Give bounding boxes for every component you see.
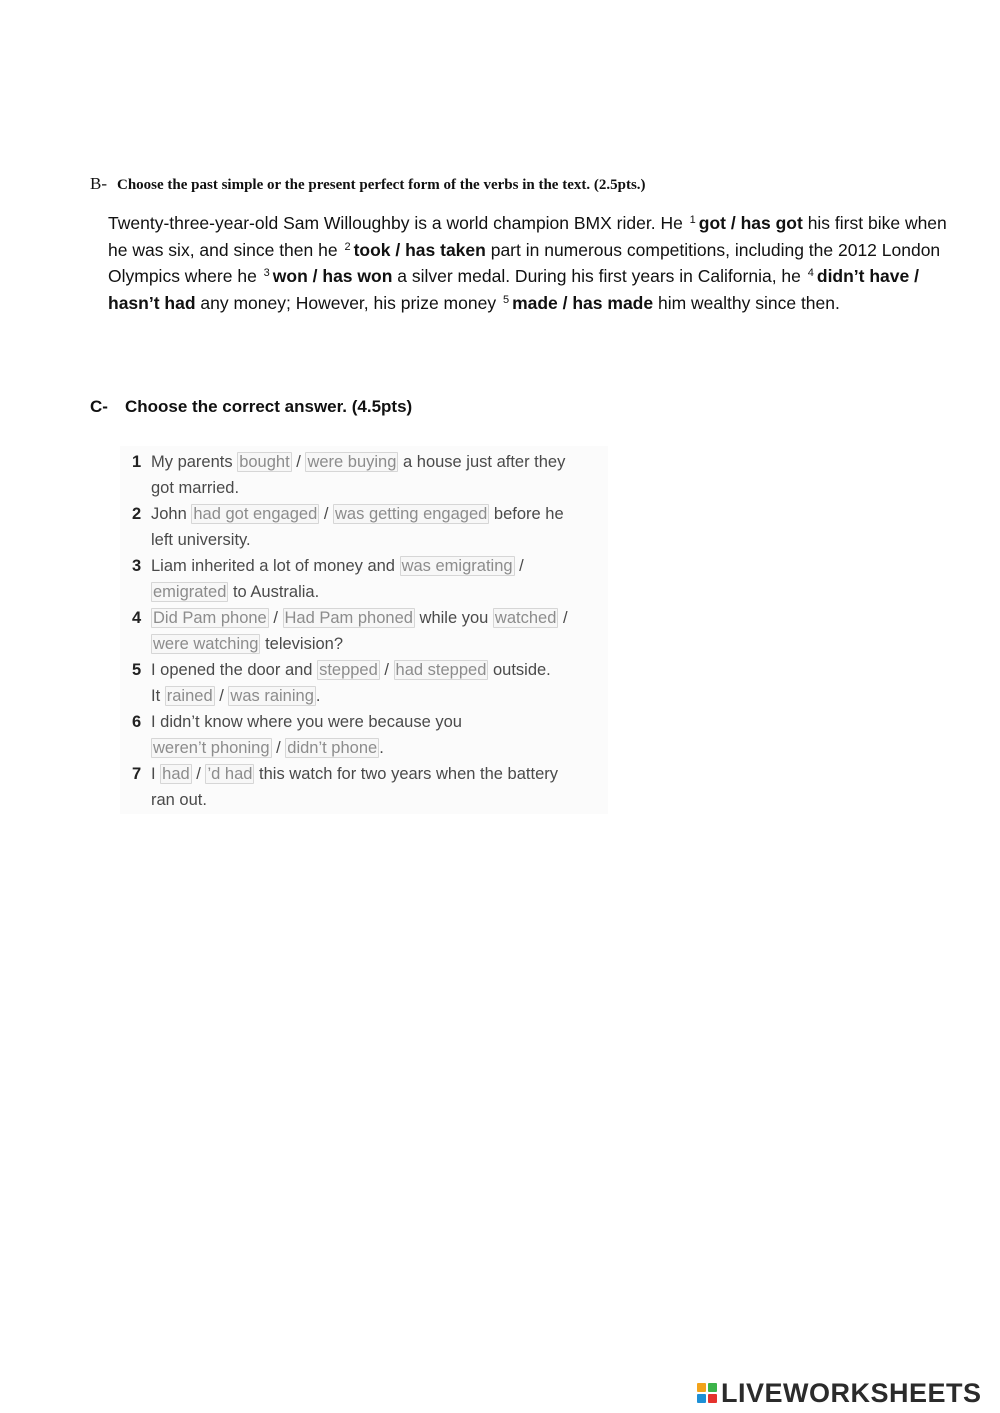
answer-option[interactable]: rained <box>166 687 213 705</box>
section-b-heading <box>90 174 646 194</box>
item-text-part: ran out. <box>151 791 207 809</box>
passage-text: a silver medal. During his first years in California, he <box>392 266 806 286</box>
item-text-part: My parents <box>151 453 238 471</box>
answer-option[interactable]: had got engaged <box>193 505 318 523</box>
answer-option[interactable]: didn’t phone <box>287 739 378 757</box>
item-text-part: . <box>379 739 384 757</box>
item-text-part: this watch for two years when the battery <box>254 765 558 783</box>
item-line <box>151 787 611 813</box>
logo-square <box>708 1394 717 1403</box>
answer-option[interactable]: had <box>162 765 190 783</box>
item-text-part: / <box>268 609 283 627</box>
passage-text: any money; However, his prize money <box>195 292 501 313</box>
item-line <box>151 605 611 631</box>
answer-option[interactable]: ’d had <box>207 765 253 783</box>
logo-square <box>697 1394 706 1403</box>
logo-square <box>697 1383 706 1392</box>
item-line <box>151 657 611 683</box>
section-c-instruction: Choose the correct answer. (4.5pts) <box>125 397 413 416</box>
item-text-part: I opened the door and <box>151 661 318 679</box>
answer-option[interactable]: bought <box>239 453 290 471</box>
answer-option[interactable]: were buying <box>307 453 397 471</box>
item-text-part: got married. <box>151 479 240 497</box>
item-text <box>151 449 611 501</box>
gap-number: 2 <box>344 240 351 253</box>
item-number: 6 <box>132 713 142 731</box>
item-text <box>151 501 611 553</box>
verb-choice[interactable]: made / has made <box>512 292 654 313</box>
answer-option[interactable]: was raining <box>230 687 314 705</box>
item-text-part: It <box>151 687 165 705</box>
item-number: 3 <box>132 557 142 575</box>
item-line <box>151 527 611 553</box>
section-b-passage <box>108 210 948 316</box>
liveworksheets-logo-icon <box>697 1383 717 1403</box>
item-line <box>151 735 611 761</box>
gap-number: 5 <box>502 293 510 306</box>
item-line <box>151 579 611 605</box>
item-text-part: / <box>558 609 568 627</box>
item-text <box>151 605 611 657</box>
item-text-part: television? <box>260 635 344 653</box>
gap-number: 4 <box>807 267 814 279</box>
item-text-part: I <box>151 765 161 783</box>
item-text-part: to Australia. <box>228 583 320 601</box>
answer-option[interactable]: was emigrating <box>401 557 513 575</box>
section-b-letter: B- <box>90 174 107 193</box>
item-text-part: / <box>291 453 306 471</box>
passage-text: part in numerous competitions, including the 2012 London Olympics where he <box>108 239 941 286</box>
item-number: 1 <box>132 453 142 471</box>
item-line <box>151 501 611 527</box>
answer-option[interactable]: watched <box>494 609 557 627</box>
item-text-part: before he <box>489 505 564 523</box>
answer-option[interactable]: stepped <box>319 661 378 679</box>
item-text-part: left university. <box>151 531 251 549</box>
item-text-part: . <box>315 687 321 705</box>
answer-option[interactable]: weren’t phoning <box>153 739 270 757</box>
item-number: 2 <box>132 505 142 523</box>
item-text-part: / <box>271 739 286 757</box>
gap-number: 1 <box>689 214 696 226</box>
item-text-part: I didn’t know where you were because you <box>151 713 462 731</box>
item-text-part: / <box>379 661 394 679</box>
verb-choice[interactable]: didn’t have / hasn’t had <box>108 266 919 313</box>
item-line <box>151 761 611 787</box>
item-number: 7 <box>132 765 142 783</box>
section-b-instruction: Choose the past simple or the present perfect form of the verbs in the text. (2.5pts.) <box>117 177 646 193</box>
verb-choice[interactable]: won / has won <box>272 266 393 286</box>
answer-option[interactable]: emigrated <box>153 583 227 601</box>
answer-option[interactable]: were watching <box>153 635 259 653</box>
liveworksheets-brand[interactable] <box>697 1378 982 1408</box>
item-text <box>151 761 611 813</box>
item-line <box>151 631 611 657</box>
item-line <box>151 683 611 709</box>
item-line <box>151 709 611 735</box>
gap-number: 3 <box>263 267 270 279</box>
exercise-image <box>120 446 608 814</box>
item-text-part: while you <box>414 609 493 627</box>
answer-option[interactable]: Did Pam phone <box>153 609 267 627</box>
section-c-letter: C- <box>90 397 108 416</box>
item-text-part: / <box>514 557 524 575</box>
item-number: 5 <box>132 661 142 679</box>
item-text-part: outside. <box>488 661 551 679</box>
item-line <box>151 553 611 579</box>
verb-choice[interactable]: took / has taken <box>353 239 486 260</box>
item-line <box>151 475 611 501</box>
item-text-part: Liam inherited a lot of money and <box>151 557 400 575</box>
item-line <box>151 449 611 475</box>
brand-name: LIVEWORKSHEETS <box>721 1377 982 1408</box>
answer-option[interactable]: was getting engaged <box>335 505 488 523</box>
logo-square <box>708 1383 717 1392</box>
item-text-part: a house just after they <box>398 453 566 471</box>
item-text-part: John <box>151 505 192 523</box>
item-text <box>151 657 611 709</box>
answer-option[interactable]: had stepped <box>395 661 487 679</box>
passage-text: him wealthy since then. <box>653 292 840 313</box>
item-number: 4 <box>132 609 142 627</box>
answer-option[interactable]: Had Pam phoned <box>284 609 413 627</box>
item-text <box>151 553 611 605</box>
verb-choice[interactable]: got / has got <box>698 213 803 233</box>
passage-text: Twenty-three-year-old Sam Willoughby is a world champion BMX rider. He <box>108 213 688 233</box>
item-text <box>151 709 611 761</box>
section-c-heading <box>90 397 412 417</box>
item-text-part: / <box>191 765 206 783</box>
passage-text: his first bike when he was six, and since then he <box>108 213 947 260</box>
item-text-part: / <box>214 687 229 705</box>
item-text-part: / <box>319 505 334 523</box>
